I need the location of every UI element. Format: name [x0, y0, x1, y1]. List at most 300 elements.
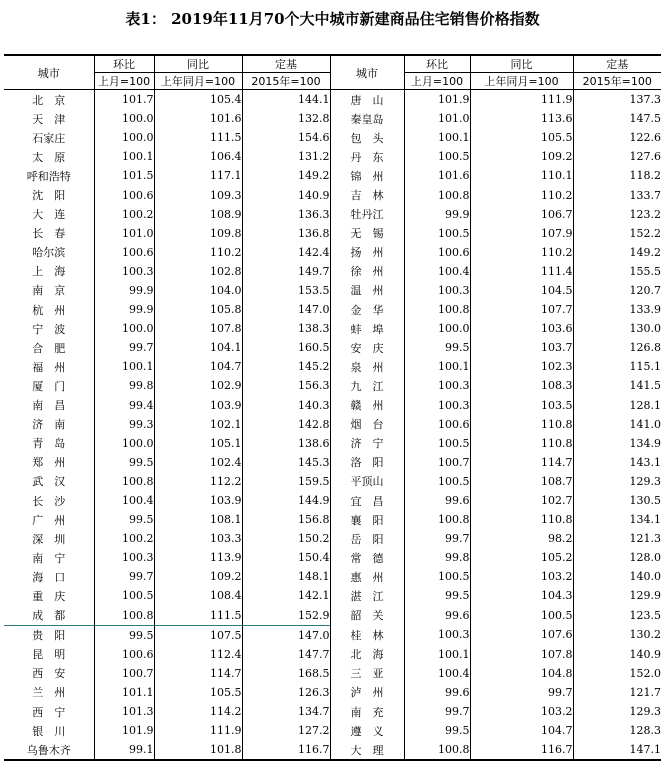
- cell-city-right: 南 充: [330, 702, 404, 721]
- cell-yoy-left: 102.8: [154, 262, 242, 281]
- cell-city-left: 哈尔滨: [32, 246, 66, 260]
- cell-base-right: 130.0: [573, 319, 661, 338]
- cell-city-left: 杭 州: [32, 303, 66, 317]
- cell-mom-right: 100.1: [404, 128, 470, 147]
- table-row: [4, 319, 661, 338]
- cell-base-right: 152.2: [573, 224, 661, 243]
- cell-base-right: 121.7: [573, 683, 661, 702]
- cell-base-right: 126.8: [573, 338, 661, 357]
- cell-mom-right: 100.5: [404, 434, 470, 453]
- cell-mom-left: 101.9: [94, 721, 154, 740]
- cell-yoy-right: 110.8: [470, 415, 573, 434]
- cell-base-right: 128.1: [573, 396, 661, 415]
- table-row: [4, 415, 661, 434]
- cell-mom-right: 100.8: [404, 300, 470, 319]
- cell-city-right: 蚌 埠: [330, 319, 404, 338]
- cell-city-left: 上 海: [32, 265, 66, 279]
- cell-mom-left: 99.9: [94, 281, 154, 300]
- cell-mom-right: 101.0: [404, 109, 470, 128]
- cell-city-left: 呼和浩特: [26, 169, 71, 183]
- cell-yoy-right: 111.9: [470, 90, 573, 110]
- cell-yoy-right: 107.7: [470, 300, 573, 319]
- cell-yoy-right: 114.7: [470, 453, 573, 472]
- cell-base-right: 118.2: [573, 166, 661, 185]
- cell-mom-left: 99.4: [94, 396, 154, 415]
- cell-yoy-right: 103.6: [470, 319, 573, 338]
- cell-city-right: 包 头: [330, 128, 404, 147]
- cell-city-left: 西 安: [32, 667, 66, 681]
- cell-city-left: 郑 州: [32, 456, 66, 470]
- table-row: [4, 434, 661, 453]
- cell-city-right: 惠 州: [330, 567, 404, 586]
- cell-mom-left: 101.3: [94, 702, 154, 721]
- cell-city-left: 乌鲁木齐: [4, 740, 94, 760]
- cell-mom-left: 99.5: [94, 510, 154, 529]
- cell-mom-left: 101.0: [94, 224, 154, 243]
- cell-city-left: 南 宁: [32, 551, 66, 565]
- table-row: [4, 664, 661, 683]
- cell-mom-left: 101.7: [94, 90, 154, 110]
- cell-mom-right: 99.9: [404, 205, 470, 224]
- cell-mom-left: 100.3: [94, 548, 154, 567]
- cell-base-right: 127.6: [573, 147, 661, 166]
- cell-mom-left: 100.2: [94, 205, 154, 224]
- table-row: [4, 281, 661, 300]
- cell-city-right: 湛 江: [330, 586, 404, 605]
- cell-city-left: 天 津: [32, 112, 66, 126]
- table-row: [4, 243, 661, 262]
- cell-yoy-left: 114.7: [154, 664, 242, 683]
- cell-mom-right: 100.3: [404, 396, 470, 415]
- cell-city-left: 大 连: [32, 208, 66, 222]
- cell-base-left: 156.3: [242, 376, 330, 395]
- cell-base-left: 147.7: [242, 645, 330, 664]
- cell-mom-right: 100.1: [404, 645, 470, 664]
- cell-yoy-left: 117.1: [154, 166, 242, 185]
- table-row: [4, 396, 661, 415]
- cell-city-right: 金 华: [330, 300, 404, 319]
- cell-mom-left: 100.3: [94, 262, 154, 281]
- cell-city-left: 厦 门: [32, 379, 66, 393]
- cell-mom-left: 100.2: [94, 529, 154, 548]
- cell-yoy-left: 102.9: [154, 376, 242, 395]
- table-row: [4, 645, 661, 664]
- cell-yoy-right: 103.5: [470, 396, 573, 415]
- cell-city-right: 秦皇岛: [330, 109, 404, 128]
- cell-yoy-right: 109.2: [470, 147, 573, 166]
- cell-mom-left: 99.3: [94, 415, 154, 434]
- cell-yoy-left: 110.2: [154, 243, 242, 262]
- header-city-right: 城市: [330, 55, 404, 90]
- cell-mom-right: 100.5: [404, 224, 470, 243]
- header-mom-right: 环比: [404, 55, 470, 73]
- cell-mom-right: 99.8: [404, 548, 470, 567]
- cell-mom-left: 101.1: [94, 683, 154, 702]
- cell-mom-left: 101.5: [94, 166, 154, 185]
- cell-mom-right: 100.6: [404, 415, 470, 434]
- table-row: [4, 491, 661, 510]
- cell-city-left: 广 州: [32, 513, 66, 527]
- header-base-sub-left: 2015年=100: [242, 73, 330, 90]
- cell-city-right: 徐 州: [330, 262, 404, 281]
- cell-mom-right: 100.5: [404, 567, 470, 586]
- cell-mom-left: 100.0: [94, 434, 154, 453]
- cell-base-right: 129.3: [573, 702, 661, 721]
- cell-mom-right: 100.8: [404, 740, 470, 760]
- cell-yoy-right: 116.7: [470, 740, 573, 760]
- table-row: [4, 90, 661, 110]
- cell-yoy-left: 103.9: [154, 396, 242, 415]
- cell-city-left: 武 汉: [32, 475, 66, 489]
- cell-city-right: 扬 州: [330, 243, 404, 262]
- cell-city-right: 宜 昌: [330, 491, 404, 510]
- cell-yoy-right: 103.2: [470, 702, 573, 721]
- cell-base-left: 134.7: [242, 702, 330, 721]
- header-city-left: 城市: [4, 55, 94, 90]
- cell-base-left: 140.3: [242, 396, 330, 415]
- cell-mom-right: 100.3: [404, 625, 470, 645]
- cell-mom-left: 100.1: [94, 147, 154, 166]
- cell-city-right: 温 州: [330, 281, 404, 300]
- table-row: [4, 109, 661, 128]
- cell-city-right: 遵 义: [330, 721, 404, 740]
- cell-yoy-right: 107.6: [470, 625, 573, 645]
- cell-mom-right: 100.4: [404, 664, 470, 683]
- cell-mom-left: 99.1: [94, 740, 154, 760]
- cell-city-right: 北 海: [330, 645, 404, 664]
- cell-base-right: 122.6: [573, 128, 661, 147]
- cell-base-left: 144.9: [242, 491, 330, 510]
- cell-mom-left: 100.8: [94, 472, 154, 491]
- cell-city-left: 海 口: [32, 570, 66, 584]
- header-base-left: 定基: [242, 55, 330, 73]
- cell-yoy-left: 109.2: [154, 567, 242, 586]
- header-yoy-right: 同比: [470, 55, 573, 73]
- cell-city-right: 丹 东: [330, 147, 404, 166]
- cell-base-right: 140.9: [573, 645, 661, 664]
- cell-mom-right: 99.5: [404, 721, 470, 740]
- header-yoy-left: 同比: [154, 55, 242, 73]
- cell-base-left: 149.2: [242, 166, 330, 185]
- cell-base-right: 130.5: [573, 491, 661, 510]
- cell-mom-right: 100.1: [404, 357, 470, 376]
- cell-base-right: 129.9: [573, 586, 661, 605]
- cell-base-right: 123.5: [573, 606, 661, 626]
- cell-yoy-right: 108.3: [470, 376, 573, 395]
- cell-base-right: 129.3: [573, 472, 661, 491]
- cell-base-right: 141.0: [573, 415, 661, 434]
- cell-yoy-right: 110.1: [470, 166, 573, 185]
- cell-base-left: 154.6: [242, 128, 330, 147]
- cell-city-right: 泸 州: [330, 683, 404, 702]
- cell-city-left: 太 原: [32, 150, 66, 164]
- cell-city-left: 深 圳: [32, 532, 66, 546]
- cell-city-right: 泉 州: [330, 357, 404, 376]
- cell-city-left: 石家庄: [32, 131, 66, 145]
- cell-city-right: 吉 林: [330, 185, 404, 204]
- header-yoy-sub-right: 上年同月=100: [470, 73, 573, 90]
- cell-yoy-right: 107.8: [470, 645, 573, 664]
- cell-city-left: 长 春: [32, 227, 66, 241]
- cell-base-right: 134.1: [573, 510, 661, 529]
- cell-city-left: 福 州: [32, 360, 66, 374]
- cell-base-left: 156.8: [242, 510, 330, 529]
- cell-mom-right: 100.8: [404, 510, 470, 529]
- table-row: [4, 205, 661, 224]
- cell-yoy-right: 103.7: [470, 338, 573, 357]
- cell-mom-right: 100.8: [404, 185, 470, 204]
- cell-yoy-left: 108.9: [154, 205, 242, 224]
- cell-yoy-left: 108.1: [154, 510, 242, 529]
- cell-yoy-right: 102.3: [470, 357, 573, 376]
- cell-base-right: 141.5: [573, 376, 661, 395]
- table-row: [4, 702, 661, 721]
- table-row: [4, 453, 661, 472]
- table-row: [4, 147, 661, 166]
- cell-yoy-right: 108.7: [470, 472, 573, 491]
- cell-base-left: 160.5: [242, 338, 330, 357]
- cell-base-right: 149.2: [573, 243, 661, 262]
- cell-yoy-left: 103.3: [154, 529, 242, 548]
- cell-mom-right: 99.6: [404, 606, 470, 626]
- cell-mom-right: 100.5: [404, 472, 470, 491]
- cell-base-left: 148.1: [242, 567, 330, 586]
- cell-mom-left: 100.5: [94, 586, 154, 605]
- cell-base-right: 140.0: [573, 567, 661, 586]
- cell-yoy-left: 101.8: [154, 740, 242, 760]
- cell-base-left: 150.2: [242, 529, 330, 548]
- cell-city-left: 重 庆: [32, 589, 66, 603]
- cell-yoy-left: 112.4: [154, 645, 242, 664]
- cell-city-right: 三 亚: [330, 664, 404, 683]
- cell-base-left: 116.7: [242, 740, 330, 760]
- cell-yoy-right: 110.2: [470, 243, 573, 262]
- cell-base-left: 142.1: [242, 586, 330, 605]
- cell-yoy-left: 104.7: [154, 357, 242, 376]
- cell-base-left: 138.6: [242, 434, 330, 453]
- table-row: [4, 338, 661, 357]
- cell-mom-left: 100.7: [94, 664, 154, 683]
- table-row: [4, 300, 661, 319]
- cell-city-left: 青 岛: [32, 437, 66, 451]
- cell-mom-right: 100.7: [404, 453, 470, 472]
- cell-base-left: 150.4: [242, 548, 330, 567]
- cell-mom-left: 100.6: [94, 243, 154, 262]
- cell-city-right: 锦 州: [330, 166, 404, 185]
- cell-mom-left: 99.7: [94, 338, 154, 357]
- cell-yoy-right: 110.8: [470, 434, 573, 453]
- cell-base-left: 127.2: [242, 721, 330, 740]
- cell-city-right: 济 宁: [330, 434, 404, 453]
- cell-yoy-left: 104.0: [154, 281, 242, 300]
- cell-base-right: 121.3: [573, 529, 661, 548]
- cell-city-left: 贵 阳: [4, 625, 94, 645]
- cell-yoy-left: 107.8: [154, 319, 242, 338]
- cell-yoy-left: 105.4: [154, 90, 242, 110]
- cell-base-left: 142.4: [242, 243, 330, 262]
- cell-yoy-left: 104.1: [154, 338, 242, 357]
- cell-yoy-left: 102.1: [154, 415, 242, 434]
- header-base-right: 定基: [573, 55, 661, 73]
- cell-mom-left: 100.6: [94, 645, 154, 664]
- cell-city-right: 安 庆: [330, 338, 404, 357]
- cell-mom-left: 99.5: [94, 453, 154, 472]
- table-row: [4, 683, 661, 702]
- cell-mom-right: 100.6: [404, 243, 470, 262]
- cell-yoy-right: 104.5: [470, 281, 573, 300]
- cell-base-left: 145.3: [242, 453, 330, 472]
- table-row: [4, 740, 661, 760]
- cell-city-left: 银 川: [32, 724, 66, 738]
- cell-base-left: 168.5: [242, 664, 330, 683]
- cell-city-right: 常 德: [330, 548, 404, 567]
- table-row: [4, 510, 661, 529]
- price-index-table: [4, 54, 661, 761]
- cell-yoy-left: 111.5: [154, 606, 242, 626]
- cell-yoy-right: 107.9: [470, 224, 573, 243]
- cell-yoy-left: 105.8: [154, 300, 242, 319]
- table-row: [4, 529, 661, 548]
- table-row: [4, 128, 661, 147]
- cell-yoy-left: 109.3: [154, 185, 242, 204]
- cell-yoy-right: 104.3: [470, 586, 573, 605]
- table-row: [4, 548, 661, 567]
- table-title: 表1： 2019年11月70个大中城市新建商品住宅销售价格指数: [125, 10, 540, 28]
- cell-city-left: 兰 州: [32, 686, 66, 700]
- cell-base-left: 145.2: [242, 357, 330, 376]
- cell-base-right: 133.7: [573, 185, 661, 204]
- header-mom-left: 环比: [94, 55, 154, 73]
- cell-yoy-left: 114.2: [154, 702, 242, 721]
- table-row: [4, 262, 661, 281]
- cell-city-left: 南 昌: [32, 399, 66, 413]
- cell-yoy-left: 105.5: [154, 683, 242, 702]
- cell-mom-right: 101.6: [404, 166, 470, 185]
- cell-yoy-left: 101.6: [154, 109, 242, 128]
- cell-base-left: 144.1: [242, 90, 330, 110]
- cell-yoy-left: 111.5: [154, 128, 242, 147]
- cell-base-left: 138.3: [242, 319, 330, 338]
- cell-city-left: 沈 阳: [32, 189, 66, 203]
- cell-base-right: 128.0: [573, 548, 661, 567]
- cell-base-left: 159.5: [242, 472, 330, 491]
- cell-mom-right: 99.5: [404, 586, 470, 605]
- cell-base-right: 120.7: [573, 281, 661, 300]
- cell-mom-left: 100.0: [94, 319, 154, 338]
- cell-yoy-right: 98.2: [470, 529, 573, 548]
- table-row: [4, 567, 661, 586]
- cell-city-right: 烟 台: [330, 415, 404, 434]
- cell-yoy-right: 110.8: [470, 510, 573, 529]
- cell-base-left: 126.3: [242, 683, 330, 702]
- cell-base-right: 123.2: [573, 205, 661, 224]
- cell-mom-left: 100.6: [94, 185, 154, 204]
- cell-yoy-left: 109.8: [154, 224, 242, 243]
- cell-city-left: 长 沙: [32, 494, 66, 508]
- cell-mom-right: 100.0: [404, 319, 470, 338]
- cell-mom-right: 99.6: [404, 683, 470, 702]
- cell-mom-left: 99.8: [94, 376, 154, 395]
- cell-yoy-right: 104.8: [470, 664, 573, 683]
- cell-base-right: 152.0: [573, 664, 661, 683]
- cell-yoy-right: 111.4: [470, 262, 573, 281]
- cell-city-left: 北 京: [32, 93, 66, 107]
- cell-city-right: 大 理: [330, 740, 404, 760]
- cell-mom-left: 100.1: [94, 357, 154, 376]
- cell-base-right: 133.9: [573, 300, 661, 319]
- cell-mom-right: 100.4: [404, 262, 470, 281]
- cell-mom-right: 100.5: [404, 147, 470, 166]
- cell-base-left: 147.0: [242, 625, 330, 645]
- cell-base-right: 147.1: [573, 740, 661, 760]
- cell-base-left: 132.8: [242, 109, 330, 128]
- cell-city-right: 韶 关: [330, 606, 404, 626]
- cell-base-right: 115.1: [573, 357, 661, 376]
- table-row: [4, 166, 661, 185]
- table-row: [4, 721, 661, 740]
- cell-yoy-left: 108.4: [154, 586, 242, 605]
- cell-base-left: 140.9: [242, 185, 330, 204]
- header-mom-sub-right: 上月=100: [404, 73, 470, 90]
- cell-yoy-left: 105.1: [154, 434, 242, 453]
- cell-city-left: 济 南: [32, 418, 66, 432]
- cell-yoy-left: 106.4: [154, 147, 242, 166]
- cell-city-right: 桂 林: [330, 625, 404, 645]
- header-base-sub-right: 2015年=100: [573, 73, 661, 90]
- cell-yoy-left: 107.5: [154, 625, 242, 645]
- cell-base-right: 134.9: [573, 434, 661, 453]
- cell-mom-right: 100.3: [404, 281, 470, 300]
- cell-base-left: 142.8: [242, 415, 330, 434]
- cell-city-right: 九 江: [330, 376, 404, 395]
- cell-yoy-left: 111.9: [154, 721, 242, 740]
- cell-mom-right: 101.9: [404, 90, 470, 110]
- cell-mom-right: 99.6: [404, 491, 470, 510]
- cell-mom-left: 99.7: [94, 567, 154, 586]
- cell-yoy-right: 100.5: [470, 606, 573, 626]
- table-row: [4, 625, 661, 645]
- cell-yoy-right: 105.2: [470, 548, 573, 567]
- cell-yoy-right: 105.5: [470, 128, 573, 147]
- cell-city-left: 宁 波: [32, 322, 66, 336]
- header-mom-sub-left: 上月=100: [94, 73, 154, 90]
- cell-city-left: 昆 明: [32, 648, 66, 662]
- cell-city-right: 唐 山: [330, 90, 404, 110]
- cell-mom-right: 99.5: [404, 338, 470, 357]
- cell-base-left: 131.2: [242, 147, 330, 166]
- cell-mom-left: 100.8: [94, 606, 154, 626]
- cell-base-left: 152.9: [242, 606, 330, 626]
- cell-city-right: 岳 阳: [330, 529, 404, 548]
- cell-mom-left: 99.9: [94, 300, 154, 319]
- cell-city-right: 襄 阳: [330, 510, 404, 529]
- cell-yoy-left: 112.2: [154, 472, 242, 491]
- cell-city-right: 洛 阳: [330, 453, 404, 472]
- cell-base-left: 149.7: [242, 262, 330, 281]
- table-row: [4, 376, 661, 395]
- cell-mom-left: 100.4: [94, 491, 154, 510]
- cell-base-left: 153.5: [242, 281, 330, 300]
- cell-yoy-left: 113.9: [154, 548, 242, 567]
- cell-mom-left: 100.0: [94, 109, 154, 128]
- cell-mom-left: 100.0: [94, 128, 154, 147]
- cell-city-left: 西 宁: [32, 705, 66, 719]
- header-row-1: [4, 55, 661, 73]
- cell-mom-left: 99.5: [94, 625, 154, 645]
- cell-mom-right: 100.3: [404, 376, 470, 395]
- cell-base-right: 137.3: [573, 90, 661, 110]
- table-row: [4, 185, 661, 204]
